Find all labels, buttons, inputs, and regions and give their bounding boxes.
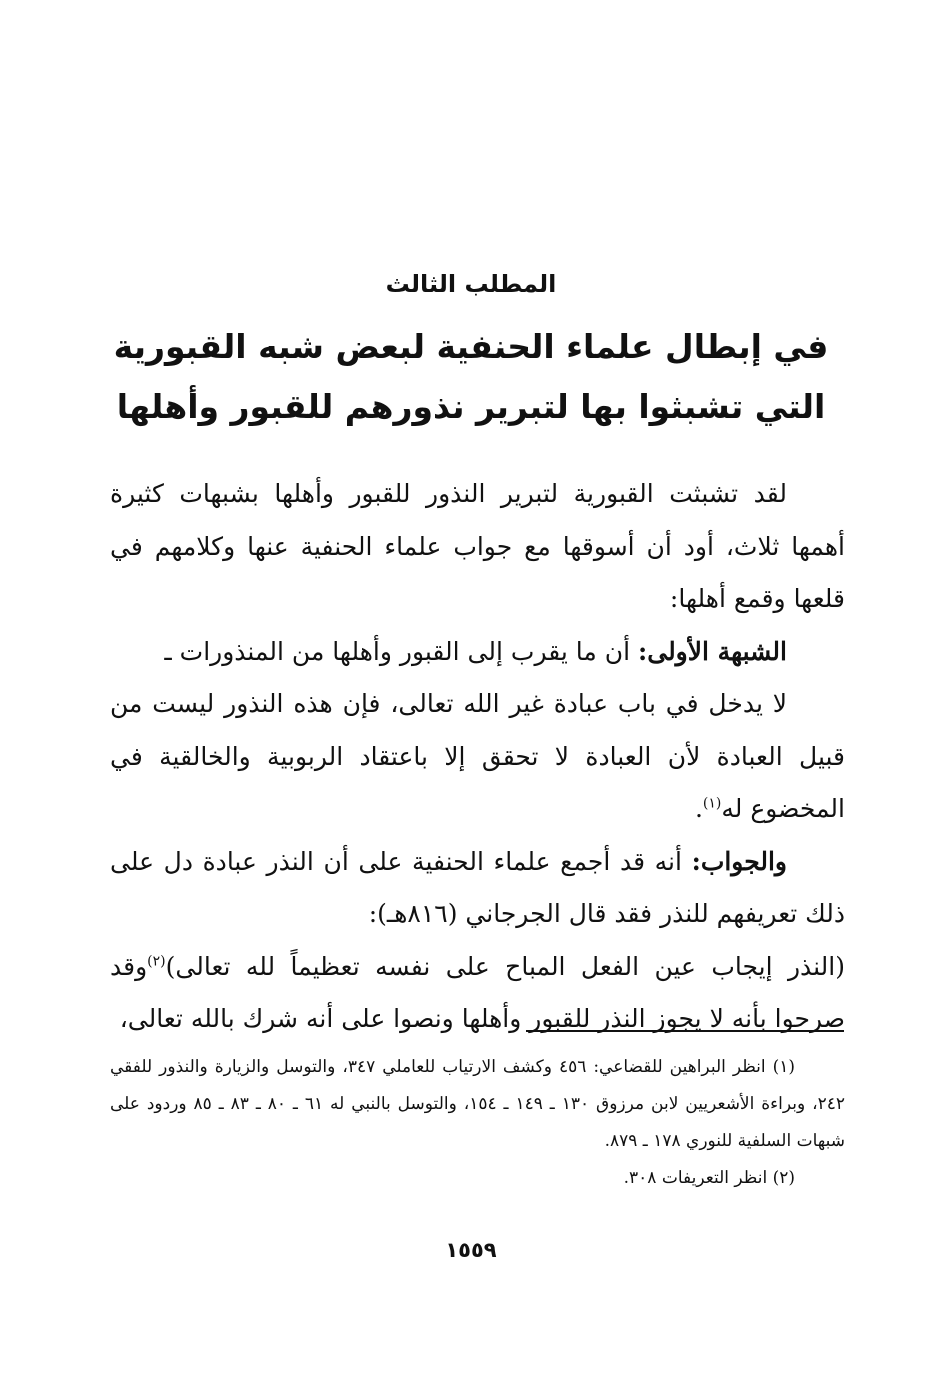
footnote-2: (٢) انظر التعريفات ٣٠٨. xyxy=(623,1168,795,1188)
paragraph-first-doubt-cont xyxy=(110,678,845,836)
title-line-2: التي تشبثوا بها لتبرير نذورهم للقبور وأهلها xyxy=(116,387,826,426)
footnote-ref-2[interactable]: (٢) xyxy=(147,953,166,970)
footnote-ref-1[interactable]: (١) xyxy=(702,795,722,812)
footnote-divider xyxy=(526,1030,844,1032)
definition-cont: وقد صرحوا بأنه لا يجوز النذر للقبور وأهلها ونصوا على أنه شرك بالله تعالى، xyxy=(110,951,845,1033)
body-text xyxy=(110,468,845,1046)
first-doubt-cont-end: . xyxy=(694,794,703,823)
paragraph-first-doubt xyxy=(110,626,845,679)
paragraph-intro: لقد تشبثت القبورية لتبرير النذور للقبور وأهلها بشبهات كثيرة أهمها ثلاث، أود أن أسوقها مع جواب علماء الحنفية عنها وكلامهم في قلعها وقمع أهلها: xyxy=(110,479,845,613)
first-doubt-cont-text: لا يدخل في باب عبادة غير الله تعالى، فإن هذه النذور ليست من قبيل العبادة لأن العبادة لا تحقق إلا باعتقاد الربوبية والخالقية في المخضوع له xyxy=(110,689,845,823)
title-line-1: في إبطال علماء الحنفية لبعض شبه القبورية xyxy=(113,327,829,366)
footnotes xyxy=(110,1049,845,1197)
first-doubt-text: أن ما يقرب إلى القبور وأهلها من المنذورات ـ xyxy=(164,636,638,666)
answer-label: والجواب: xyxy=(691,846,787,876)
section-label: المطلب الثالث xyxy=(385,270,557,298)
definition-quote: (النذر إيجاب عين الفعل المباح على نفسه تعظيماً لله تعالى) xyxy=(165,951,845,981)
page-number: ١٥٥٩ xyxy=(445,1238,497,1262)
first-doubt-label: الشبهة الأولى: xyxy=(638,636,787,666)
footnote-1: (١) انظر البراهين للقضاعي: ٤٥٦ وكشف الارتياب للعاملي ٣٤٧، والتوسل والزيارة والنذور للفقي ٢٤٢، وبراءة الأشعريين لابن مرزوق ١٣٠ ـ ١٤٩ ـ ١٥٤، والتوسل بالنبي له ٦١ ـ ٨٠ ـ ٨٣ ـ ٨٥ وردود على شبهات السلفية للنوري ١٧٨ ـ ٨٧٩. xyxy=(110,1057,846,1151)
paragraph-answer xyxy=(110,836,845,941)
answer-text: أنه قد أجمع علماء الحنفية على أن النذر عبادة دل على ذلك تعريفهم للنذر فقد قال الجرجاني (٨١٦هـ): xyxy=(110,846,845,928)
